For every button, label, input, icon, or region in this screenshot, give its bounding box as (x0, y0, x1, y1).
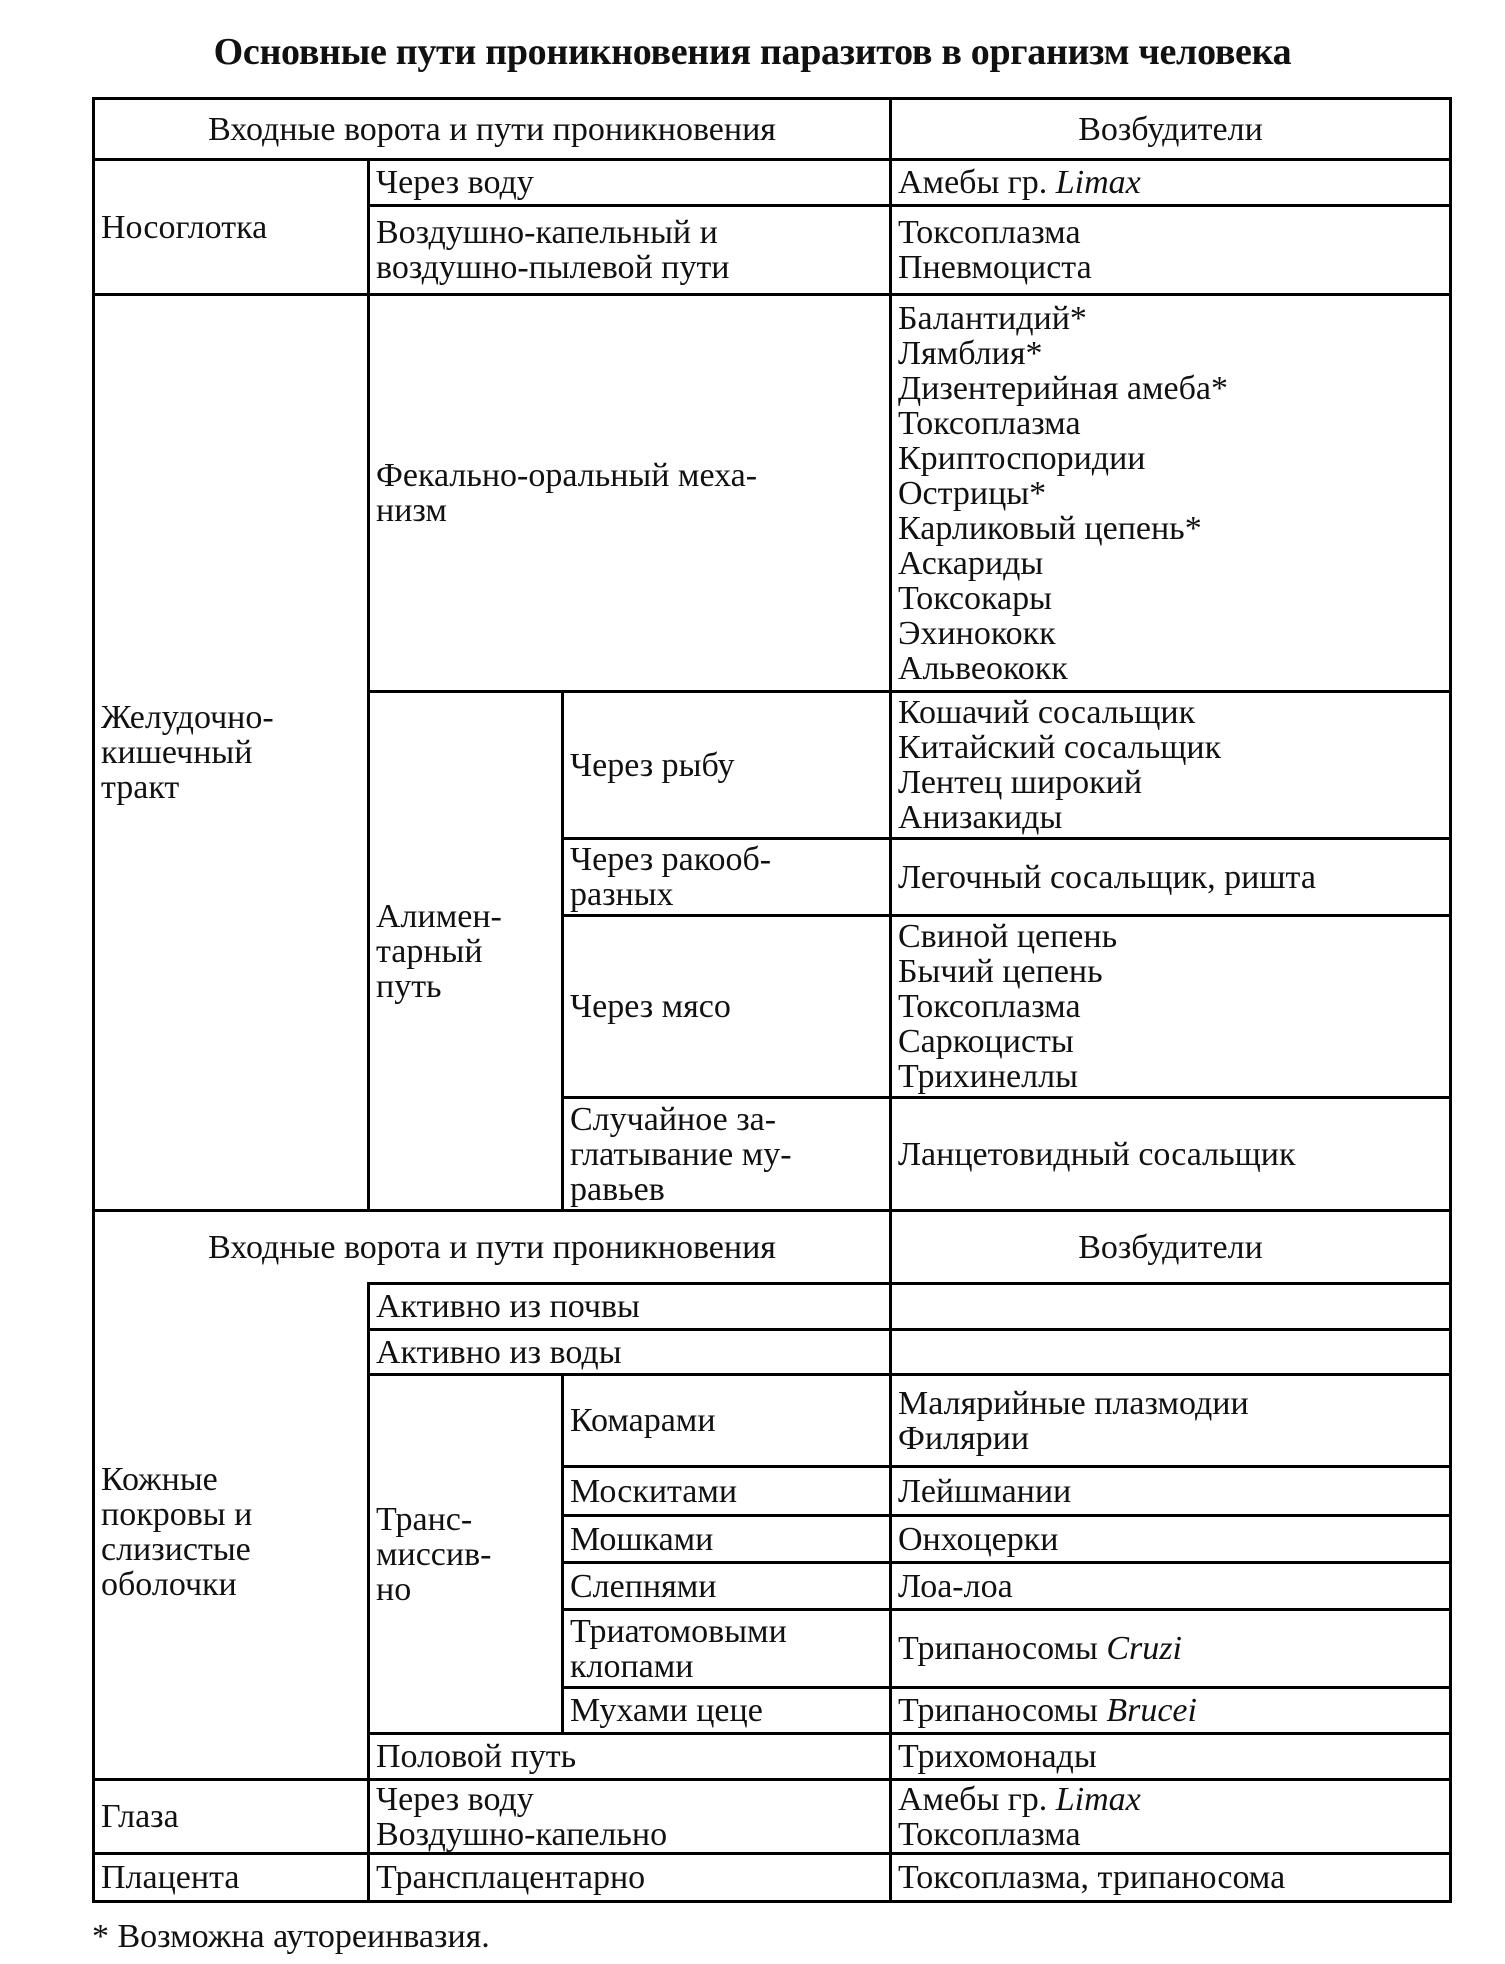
route-cell-line: Фекально-оральный меха- (376, 457, 758, 494)
pathogens-cell-line: Легочный сосальщик, ришта (898, 858, 1316, 896)
pathogens-cell-line: Альвеококк (898, 649, 1068, 687)
row-divider (561, 1465, 1452, 1468)
subroute-cell (564, 1517, 889, 1561)
gate-gi-tract (95, 296, 367, 1209)
gate-skin (95, 1285, 367, 1778)
subroute-cell-line: Москитами (570, 1472, 738, 1510)
subroute-cell-line: глатывание му- (570, 1135, 792, 1173)
pathogens-cell-line: Анизакиды (898, 799, 1063, 836)
pathogens-cell (892, 1735, 1449, 1778)
subroute-cell (564, 1468, 889, 1514)
route-cell-line: Воздушно-капельно (376, 1815, 668, 1853)
gate-nasopharynx (95, 161, 367, 293)
row-divider (367, 1732, 1452, 1735)
pathogens-cell-line: Пневмоциста (898, 249, 1092, 286)
subroute-cell-line: Мошками (570, 1520, 714, 1558)
pathogen-text: Амебы гр. (898, 1780, 1056, 1818)
subroute-cell (564, 1376, 889, 1465)
route-cell (370, 1781, 889, 1852)
row-divider (92, 1209, 1452, 1212)
pathogens-cell-line: Трихомонады (898, 1738, 1097, 1775)
footnote: * Возможна аутореинвазия. (92, 1918, 490, 1955)
column-divider (889, 97, 892, 1903)
column-divider (92, 97, 95, 1903)
pathogen-text: Амебы гр. (898, 164, 1056, 201)
pathogens-cell-line: Токсоплазма (898, 404, 1081, 442)
subroute-cell-line: разных (570, 876, 674, 913)
pathogens-cell-line: Острицы* (898, 474, 1047, 512)
route-alimentary-line: тарный (376, 932, 483, 970)
route-cell (370, 1331, 889, 1373)
route-cell-line: Активно из почвы (376, 1288, 640, 1325)
pathogens-cell-line: Лямблия* (898, 334, 1043, 372)
pathogens-cell-line: Токсоплазма, трипаносома (898, 1859, 1286, 1896)
route-transmissive-line: но (376, 1570, 412, 1608)
pathogens-cell-line: Токсоплазма (898, 988, 1081, 1025)
gate-skin-line: слизистые (101, 1530, 251, 1568)
pathogens-cell-line: Аскариды (898, 544, 1044, 582)
pathogens-cell-line: Свиной цепень (898, 918, 1118, 955)
route-cell-line: Половой путь (376, 1738, 577, 1775)
pathogens-cell-line (898, 1693, 1443, 1728)
row-divider (561, 1561, 1452, 1564)
page-title: Основные пути проникновения паразитов в организм человека (213, 31, 1292, 73)
subroute-cell-line: Слепнями (570, 1567, 717, 1605)
pathogens-cell (892, 693, 1449, 837)
column-divider (561, 690, 564, 1212)
route-alimentary (370, 693, 561, 1209)
pathogens-cell (892, 1564, 1449, 1608)
row-divider (561, 1686, 1452, 1689)
route-cell-line: Трансплацентарно (376, 1859, 646, 1896)
route-cell-line: Через воду (376, 1780, 534, 1818)
header-pathogens-repeat-line: Возбудители (1078, 1228, 1263, 1266)
pathogens-cell (892, 1285, 1449, 1328)
pathogens-cell (892, 1689, 1449, 1732)
route-cell-line: Через воду (376, 164, 534, 201)
row-divider (367, 204, 1452, 207)
italic-taxon: Brucei (1106, 1692, 1197, 1729)
route-cell-line: низм (376, 492, 447, 529)
header-routes-line: Входные ворота и пути проникновения (208, 110, 776, 148)
pathogens-cell-line: Криптоспоридии (898, 439, 1146, 477)
pathogen-text: Трипаносомы (898, 1692, 1107, 1729)
row-divider (367, 1373, 1452, 1376)
italic-taxon: Limax (1055, 164, 1141, 201)
pathogens-cell-line: Балантидий* (898, 299, 1087, 337)
subroute-cell-line: Через мясо (570, 988, 731, 1025)
route-cell (370, 296, 889, 690)
route-cell (370, 1285, 889, 1328)
header-routes-repeat (95, 1212, 889, 1282)
header-pathogens-repeat (892, 1212, 1449, 1282)
pathogens-cell (892, 1331, 1449, 1373)
subroute-cell-line: Случайное за- (570, 1100, 777, 1138)
route-transmissive-line: Транс- (376, 1500, 473, 1538)
gate-eyes-line: Глаза (101, 1798, 179, 1835)
gate-skin-line: покровы и (101, 1495, 253, 1533)
pathogens-cell-line: Лейшмании (898, 1472, 1072, 1510)
row-divider (561, 914, 1452, 917)
subroute-cell-line: равьев (570, 1170, 665, 1208)
row-divider (92, 1852, 1452, 1855)
pathogens-cell (892, 1781, 1449, 1852)
row-divider (561, 1608, 1452, 1611)
row-divider (92, 293, 1452, 296)
pathogens-cell-line: Лентец широкий (898, 764, 1143, 801)
route-cell-line: Активно из воды (376, 1333, 622, 1371)
subroute-cell (564, 1099, 889, 1209)
pathogens-cell (892, 1376, 1449, 1465)
pathogens-cell-line: Ланцетовидный сосальщик (898, 1135, 1296, 1173)
row-divider (561, 1514, 1452, 1517)
pathogens-cell-line (898, 165, 1443, 200)
pathogens-cell (892, 1468, 1449, 1514)
row-divider (367, 690, 1452, 693)
pathogens-cell-line: Токсоплазма (898, 1815, 1081, 1853)
header-routes (95, 100, 889, 158)
pathogens-cell (892, 161, 1449, 204)
row-divider (92, 1900, 1452, 1903)
route-alimentary-line: Алимен- (376, 897, 502, 935)
row-divider (92, 97, 1452, 100)
pathogens-cell-line: Дизентерийная амеба* (898, 369, 1228, 407)
row-divider (92, 158, 1452, 161)
pathogens-cell-line: Трихинеллы (898, 1058, 1078, 1095)
column-divider (1449, 97, 1452, 1903)
pathogens-cell (892, 917, 1449, 1096)
pathogens-cell-line: Филярии (898, 1419, 1030, 1457)
gate-skin-line: оболочки (101, 1565, 237, 1603)
gate-placenta (95, 1855, 367, 1900)
pathogens-cell-line: Карликовый цепень* (898, 509, 1202, 547)
route-cell (370, 1735, 889, 1778)
pathogens-cell-line: Саркоцисты (898, 1023, 1074, 1060)
gate-eyes (95, 1781, 367, 1852)
pathogens-cell-line: Онхоцерки (898, 1520, 1059, 1558)
pathogen-text: Трипаносомы (898, 1630, 1107, 1667)
pathogens-cell-line (898, 1782, 1443, 1817)
italic-taxon: Cruzi (1106, 1630, 1182, 1667)
gate-gi-tract-line: тракт (101, 769, 180, 806)
pathogens-cell-line: Эхинококк (898, 614, 1056, 652)
gate-placenta-line: Плацента (101, 1859, 240, 1896)
subroute-cell (564, 1689, 889, 1732)
route-cell-line: Воздушно-капельный и (376, 214, 718, 251)
pathogens-cell (892, 840, 1449, 914)
row-divider (92, 1778, 1452, 1781)
column-divider (367, 158, 370, 1212)
italic-taxon: Limax (1055, 1780, 1141, 1818)
column-divider (561, 1373, 564, 1735)
pathogens-cell-line: Бычий цепень (898, 953, 1103, 990)
subroute-cell-line: Триатомовыми (570, 1612, 787, 1650)
pathogens-cell-line: Китайский сосальщик (898, 729, 1222, 766)
pathogens-cell (892, 1099, 1449, 1209)
subroute-cell-line: Через ракооб- (570, 841, 772, 878)
gate-nasopharynx-line: Носоглотка (101, 208, 268, 246)
subroute-cell-line: клопами (570, 1647, 694, 1685)
pathogens-cell-line: Кошачий сосальщик (898, 694, 1196, 731)
subroute-cell-line: Мухами цеце (570, 1692, 763, 1729)
subroute-cell (564, 1611, 889, 1686)
subroute-cell (564, 693, 889, 837)
pathogens-cell (892, 1611, 1449, 1686)
header-pathogens (892, 100, 1449, 158)
pathogens-cell (892, 1517, 1449, 1561)
pathogens-cell-line: Токсокары (898, 579, 1052, 617)
pathogens-cell (892, 1855, 1449, 1900)
gate-gi-tract-line: кишечный (101, 734, 253, 771)
pathogens-cell-line: Токсоплазма (898, 214, 1081, 251)
gate-skin-line: Кожные (101, 1460, 218, 1498)
route-alimentary-line: путь (376, 967, 442, 1005)
pathogens-cell (892, 207, 1449, 293)
route-transmissive-line: миссив- (376, 1535, 492, 1573)
header-routes-repeat-line: Входные ворота и пути проникновения (208, 1228, 776, 1266)
subroute-cell (564, 1564, 889, 1608)
row-divider (561, 1096, 1452, 1099)
row-divider (367, 1328, 1452, 1331)
route-cell (370, 1855, 889, 1900)
pathogens-cell-line: Малярийные плазмодии (898, 1384, 1249, 1422)
route-cell (370, 207, 889, 293)
route-cell-line: воздушно-пылевой пути (376, 249, 730, 286)
subroute-cell-line: Через рыбу (570, 746, 735, 784)
header-pathogens-line: Возбудители (1078, 110, 1263, 148)
route-transmissive (370, 1376, 561, 1732)
pathogens-cell-line: Лоа-лоа (898, 1567, 1013, 1605)
row-divider (561, 837, 1452, 840)
subroute-cell-line: Комарами (570, 1402, 716, 1439)
row-divider (367, 1282, 1452, 1285)
gate-gi-tract-line: Желудочно- (101, 699, 274, 736)
pathogens-cell-line (898, 1631, 1443, 1666)
route-cell (370, 161, 889, 204)
pathogens-cell (892, 296, 1449, 690)
subroute-cell (564, 840, 889, 914)
subroute-cell (564, 917, 889, 1096)
